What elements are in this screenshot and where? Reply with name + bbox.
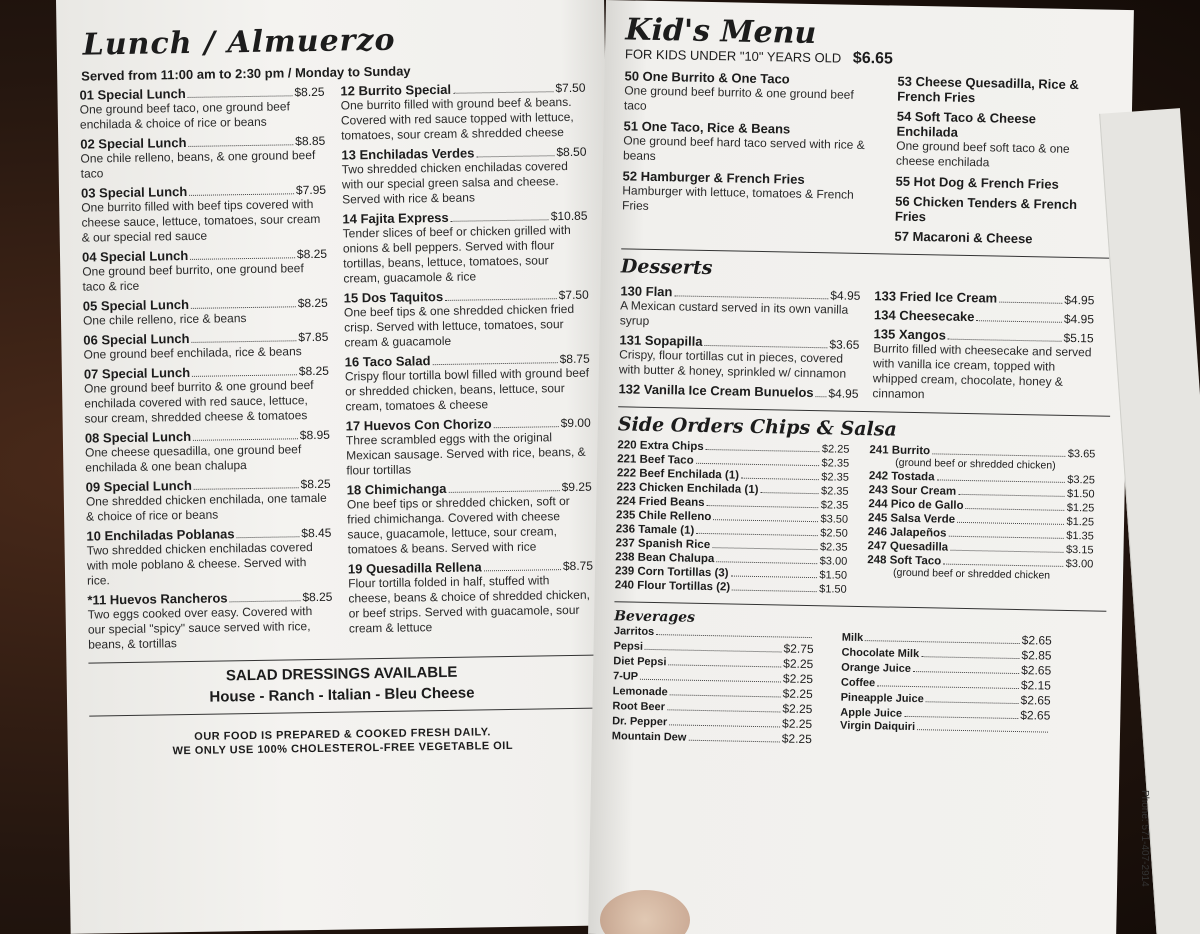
beverage-item-name: Pineapple Juice	[840, 691, 924, 706]
side-item-name: 222 Beef Enchilada (1)	[616, 467, 740, 482]
lunch-item-price: $7.50	[558, 287, 589, 303]
kids-item-description: One ground beef burrito & one ground beef taco	[623, 83, 854, 113]
beverage-item-price: $2.65	[1021, 663, 1052, 678]
leader-dots	[713, 519, 818, 522]
fresh-notice: OUR FOOD IS PREPARED & COOKED FRESH DAILY.	[194, 726, 491, 743]
lunch-item-description: One ground beef enchilada, rice & beans	[83, 344, 302, 362]
leader-dots	[194, 487, 299, 490]
lunch-item	[83, 329, 328, 363]
leader-dots	[921, 656, 1019, 659]
divider	[89, 708, 595, 717]
leader-dots	[688, 740, 779, 743]
lunch-item-price: $8.25	[298, 363, 329, 379]
kids-item	[896, 109, 1097, 173]
side-item-name: 236 Tamale (1)	[615, 523, 695, 537]
dessert-item-name: 130 Flan	[620, 283, 673, 300]
lunch-item	[341, 144, 587, 208]
beverage-item-name: Chocolate Milk	[841, 646, 920, 661]
lunch-item-description: Crispy flour tortilla bowl filled with ground beef or shredded chicken, beans, lettuce, sour cream, tomatoes & cheese	[344, 365, 590, 414]
lunch-item-name: 04 Special Lunch	[81, 247, 189, 265]
side-item-name: 240 Flour Tortillas (2)	[614, 579, 731, 594]
lunch-item-price: $8.85	[295, 133, 326, 149]
beverage-item-price: $2.85	[1021, 648, 1052, 663]
sides-title: Side Orders Chips & Salsa	[617, 413, 897, 441]
beverage-item-name: Pepsi	[613, 640, 644, 653]
sides-column-2	[867, 442, 1096, 600]
beverage-item-price: $2.65	[1020, 708, 1051, 723]
dessert-item	[874, 288, 1094, 307]
lunch-page	[56, 0, 619, 934]
side-item-price: $2.25	[821, 443, 850, 456]
lunch-item-description: Two eggs cooked over easy. Covered with our special "spicy" sauce served with rice, beans, & tortillas	[87, 604, 313, 652]
leader-dots	[670, 694, 781, 697]
beverage-item-price: $2.25	[783, 656, 814, 672]
lunch-item-price: $8.95	[299, 427, 330, 443]
leader-dots	[190, 257, 295, 260]
side-item-name: 247 Quesadilla	[867, 540, 949, 554]
leader-dots	[484, 569, 561, 571]
side-item-price: $2.35	[821, 457, 850, 470]
lunch-item-name: 07 Special Lunch	[83, 364, 191, 382]
side-item-price: $1.50	[1066, 487, 1095, 501]
leader-dots	[451, 219, 549, 222]
sides-right-list	[867, 470, 1095, 556]
leader-dots	[716, 561, 817, 564]
dessert-item-price: $5.15	[1063, 330, 1094, 346]
leader-dots	[433, 362, 558, 365]
dessert-item-price: $4.95	[1063, 311, 1095, 327]
leader-dots	[656, 634, 812, 638]
side-item-price: $1.25	[1066, 501, 1095, 515]
lunch-item-description: One burrito filled with ground beef & beans. Covered with red sauce topped with lettuce, tomatoes, sour cream & shredded cheese	[340, 94, 574, 143]
lunch-item	[87, 589, 333, 653]
desserts-title: Desserts	[620, 255, 713, 280]
kids-desserts-page	[588, 0, 1134, 934]
leader-dots	[958, 494, 1065, 497]
beverage-item-name: Lemonade	[612, 685, 668, 699]
side-item-price: $1.25	[1066, 515, 1095, 529]
leader-dots	[494, 426, 559, 428]
oil-notice: WE ONLY USE 100% CHOLESTEROL-FREE VEGETABLE OIL	[172, 739, 514, 758]
lunch-item-name: 16 Taco Salad	[344, 353, 431, 370]
lunch-item-description: Two shredded chicken enchiladas covered with mole poblano & cheese. Served with rice.	[86, 540, 313, 588]
leader-dots	[669, 724, 780, 727]
lunch-item-description: Two shredded chicken enchiladas covered with our special green salsa and cheese. Served with rice & beans	[341, 158, 568, 207]
side-name: 241 Burrito	[869, 444, 931, 458]
beverage-item-name: Diet Pepsi	[613, 655, 667, 669]
beverage-item-name: Apple Juice	[840, 706, 903, 720]
side-item-price: $3.50	[820, 513, 849, 526]
lunch-item-price: $8.25	[296, 246, 328, 262]
kids-item	[897, 74, 1098, 108]
leader-dots	[192, 340, 297, 343]
dessert-item-price: $4.95	[828, 386, 859, 401]
lunch-item-name: 08 Special Lunch	[84, 428, 192, 446]
leader-dots	[192, 374, 297, 377]
lunch-item	[342, 208, 588, 287]
kids-item-description: One ground beef soft taco & one cheese enchilada	[895, 138, 1070, 170]
side-price: $3.65	[1067, 447, 1096, 461]
kids-column-1	[621, 63, 879, 243]
lunch-item-name: 13 Enchiladas Verdes	[341, 145, 475, 163]
leader-dots	[476, 155, 554, 157]
side-name: 248 Soft Taco	[867, 554, 942, 568]
side-item-name: 244 Pico de Gallo	[868, 498, 964, 512]
lunch-item-price: $8.25	[297, 295, 328, 311]
lunch-item	[345, 351, 591, 415]
kids-item-name: 54 Soft Taco & Cheese Enchilada	[896, 108, 1037, 140]
kids-item	[622, 168, 878, 218]
kids-item	[894, 229, 1094, 248]
dessert-item-name: 133 Fried Ice Cream	[874, 288, 998, 306]
lunch-item	[86, 525, 332, 589]
leader-dots	[936, 479, 1065, 482]
salad-dressings-heading: SALAD DRESSINGS AVAILABLE	[225, 663, 458, 685]
dessert-item-name: 131 Sopapilla	[619, 332, 703, 349]
dessert-item-name: 135 Xangos	[873, 326, 947, 343]
leader-dots	[816, 396, 827, 397]
lunch-item	[344, 287, 590, 351]
leader-dots	[189, 144, 294, 147]
lunch-item	[348, 558, 594, 637]
kids-item	[624, 68, 880, 118]
dessert-item-description: A Mexican custard served in its own vanilla syrup	[619, 298, 849, 328]
beverage-item-name: Orange Juice	[841, 661, 912, 675]
lunch-item-description: One chile relleno, rice & beans	[82, 311, 247, 328]
leader-dots	[948, 536, 1064, 539]
leader-dots	[732, 590, 817, 593]
lunch-item-description: One shredded chicken enchilada, one tamale & choice of rice or beans	[85, 490, 327, 524]
lunch-item-name: 12 Burrito Special	[340, 81, 452, 99]
kids-age-note: FOR KIDS UNDER "10" YEARS OLD	[624, 46, 842, 66]
beverage-item-name: Jarritos	[613, 625, 655, 639]
lunch-item	[86, 476, 332, 525]
kids-item-name: 57 Macaroni & Cheese	[894, 228, 1033, 247]
beverage-item-price: $2.65	[1021, 633, 1052, 648]
lunch-item-description: One beef tips or shredded chicken, soft or fried chimichanga. Covered with cheese sauce, guacamole, lettuce, sour cream, tomatoes & beans. Served with rice	[346, 493, 570, 557]
side-item-price: $2.35	[820, 485, 849, 498]
side-price: $3.00	[1065, 557, 1094, 571]
lunch-item-description: One ground beef taco, one ground beef enchilada & choice of rice or beans	[79, 99, 290, 132]
lunch-title: Lunch / Almuerzo	[82, 22, 396, 63]
beverage-item-name: Root Beer	[612, 700, 666, 714]
beverage-item-price: $2.25	[782, 671, 814, 687]
dessert-item-price: $4.95	[1064, 292, 1095, 308]
leader-dots	[976, 320, 1061, 323]
beverage-item	[612, 728, 812, 746]
leader-dots	[913, 671, 1019, 674]
dessert-item-description: Crispy, flour tortillas cut in pieces, covered with butter & honey, sprinkled w/ cinnamon	[618, 347, 847, 381]
side-item-name: 221 Beef Taco	[617, 453, 694, 467]
leader-dots	[904, 716, 1018, 719]
leader-dots	[696, 533, 818, 536]
lunch-item-price: $10.85	[550, 208, 588, 224]
salad-dressings-list: House - Ranch - Italian - Bleu Cheese	[209, 684, 475, 706]
leader-dots	[917, 729, 1048, 733]
side-note: (ground beef or shredded chicken)	[895, 456, 1056, 472]
lunch-item-description: Three scrambled eggs with the original Mexican sausage. Served with rice, beans, & flour tortillas	[345, 430, 586, 478]
lunch-column-2	[340, 76, 594, 649]
lunch-item-description: One ground beef burrito, one ground beef taco & rice	[82, 261, 304, 294]
lunch-item	[346, 415, 592, 479]
leader-dots	[932, 453, 1066, 457]
kids-item	[895, 174, 1095, 193]
beverage-item-price: $2.75	[783, 641, 814, 657]
sides-column-1	[615, 437, 850, 595]
lunch-item-name: 17 Huevos Con Chorizo	[345, 416, 492, 434]
lunch-hours: Served from 11:00 am to 2:30 pm / Monday to Sunday	[81, 63, 411, 84]
dessert-item-price: $3.65	[829, 337, 860, 352]
side-item-name: 224 Fried Beans	[616, 495, 705, 509]
leader-dots	[674, 295, 828, 299]
leader-dots	[188, 95, 293, 98]
leader-dots	[943, 564, 1064, 567]
kids-item-name: 55 Hot Dog & French Fries	[895, 173, 1059, 192]
lunch-item-price: $7.85	[298, 329, 329, 345]
lunch-item-description: One chile relleno, beans, & one ground beef taco	[80, 147, 316, 181]
lunch-item-name: 01 Special Lunch	[79, 85, 186, 103]
lunch-item-name: 06 Special Lunch	[83, 330, 190, 348]
leader-dots	[453, 91, 553, 94]
leader-dots	[640, 679, 781, 683]
leader-dots	[230, 600, 301, 602]
side-item-price: $2.50	[820, 527, 848, 540]
beverage-item-price: $2.25	[782, 686, 813, 702]
side-item-name: 243 Sour Cream	[868, 484, 957, 498]
beverage-item-name: Virgin Daiquiri	[839, 719, 916, 734]
side-item-name: 237 Spanish Rice	[615, 537, 711, 552]
leader-dots	[696, 463, 820, 466]
lunch-item-price: $9.00	[560, 415, 591, 431]
leader-dots	[668, 664, 781, 667]
kids-item-name: 52 Hamburger & French Fries	[622, 168, 805, 187]
leader-dots	[865, 640, 1020, 644]
lunch-item-price: $8.25	[300, 476, 331, 492]
lunch-item-name: 10 Enchiladas Poblanas	[86, 526, 235, 544]
leader-dots	[706, 449, 820, 452]
side-item-name: 235 Chile Relleno	[615, 509, 712, 524]
lunch-item	[85, 427, 331, 476]
side-item	[615, 579, 847, 595]
leader-dots	[741, 478, 819, 481]
lunch-item-name: 09 Special Lunch	[85, 477, 192, 495]
side-item-price: $1.35	[1066, 529, 1094, 543]
lunch-item	[80, 133, 326, 182]
side-item-price: $3.00	[819, 555, 848, 568]
lunch-item-price: $8.50	[556, 144, 587, 160]
lunch-item-price: $8.25	[294, 84, 325, 100]
dessert-item-name: 134 Cheesecake	[873, 307, 975, 325]
beverage-item-name: 7-UP	[612, 670, 639, 683]
side-item-burrito	[869, 444, 1095, 472]
kids-item-description: Hamburger with lettuce, tomatoes & French Fries	[621, 183, 854, 213]
back-panel-phone: Phone: 571-407-2914	[1139, 790, 1150, 887]
leader-dots	[999, 302, 1062, 304]
lunch-item-description: One cheese quesadilla, one ground beef enchilada & one bean chalupa	[85, 442, 302, 475]
beverages-column-2	[840, 629, 1052, 751]
dessert-item-name: 132 Vanilla Ice Cream Bunuelos	[618, 381, 814, 401]
leader-dots	[193, 438, 298, 441]
dessert-item-description: Burrito filled with cheesecake and served with vanilla ice cream, topped with whipped cream, chocolate, honey & cinnamon	[872, 341, 1092, 402]
lunch-item-price: $8.25	[302, 589, 333, 605]
dessert-item	[620, 283, 861, 333]
side-item-name: 246 Jalapeños	[867, 526, 947, 540]
leader-dots	[704, 345, 827, 348]
lunch-item	[84, 363, 330, 427]
dessert-item	[618, 381, 858, 401]
lunch-item	[347, 479, 593, 558]
lunch-item-price: $7.95	[295, 182, 327, 198]
kids-price: $6.65	[852, 49, 894, 68]
side-item-soft-taco	[867, 554, 1093, 582]
lunch-item-name: 05 Special Lunch	[82, 296, 190, 314]
kids-item-name: 56 Chicken Tenders & French Fries	[894, 193, 1078, 225]
leader-dots	[731, 575, 818, 578]
lunch-item-name: 02 Special Lunch	[80, 134, 187, 152]
beverage-item-name: Coffee	[840, 676, 876, 690]
lunch-item-name: 03 Special Lunch	[80, 183, 188, 201]
side-item-price: $1.50	[819, 569, 848, 582]
kids-menu-title: Kid's Menu	[625, 12, 817, 52]
beverage-item-price: $2.25	[782, 701, 813, 717]
lunch-item-description: One ground beef burrito & one ground beef enchilada covered with red sauce, lettuce, sour cream, shredded cheese & tomatoes	[83, 378, 314, 426]
lunch-item-price: $7.50	[555, 80, 586, 96]
leader-dots	[926, 701, 1019, 704]
beverages-column-1	[612, 624, 814, 746]
dessert-item-price: $4.95	[830, 288, 861, 303]
lunch-item-price: $8.75	[559, 351, 590, 367]
kids-item-name: 50 One Burrito & One Taco	[624, 68, 790, 87]
kids-item	[623, 118, 879, 168]
beverage-item-name: Dr. Pepper	[612, 715, 668, 729]
leader-dots	[712, 547, 818, 550]
lunch-item-name: *11 Huevos Rancheros	[87, 590, 228, 608]
leader-dots	[948, 339, 1062, 342]
leader-dots	[667, 709, 780, 712]
kids-item-name: 51 One Taco, Rice & Beans	[623, 118, 791, 137]
lunch-item	[340, 80, 586, 144]
side-note: (ground beef or shredded chicken	[892, 566, 1051, 582]
side-item-price: $2.35	[820, 499, 849, 512]
leader-dots	[191, 306, 296, 309]
side-item-name: 239 Corn Tortillas (3)	[614, 565, 729, 580]
beverage-item-name: Milk	[841, 631, 864, 645]
lunch-item-description: Tender slices of beef or chicken grilled with onions & bell peppers. Served with flour tortillas, beans, lettuce, tomatoes, sour cream, guacamole & rice	[342, 222, 571, 286]
lunch-item-name: 15 Dos Taquitos	[343, 288, 444, 306]
beverage-item-name: Mountain Dew	[611, 730, 687, 744]
lunch-item-description: One beef tips & one shredded chicken fried crisp. Served with lettuce, tomatoes, sour cream & guacamole	[343, 301, 575, 350]
side-item-name: 238 Bean Chalupa	[615, 551, 715, 566]
leader-dots	[957, 522, 1064, 525]
lunch-column-1	[79, 80, 333, 653]
beverages-title: Beverages	[614, 608, 696, 626]
leader-dots	[448, 490, 559, 493]
leader-dots	[877, 685, 1019, 689]
lunch-item-name: 14 Fajita Express	[342, 209, 449, 227]
leader-dots	[445, 298, 557, 301]
side-item-name: 223 Chicken Enchilada (1)	[616, 481, 759, 497]
beverage-item-price: $2.15	[1020, 678, 1052, 693]
leader-dots	[645, 649, 782, 653]
lunch-item-name: 18 Chimichanga	[346, 480, 447, 498]
desserts-column-1	[618, 279, 860, 401]
kids-item-description: One ground beef hard taco served with rice & beans	[622, 133, 865, 163]
leader-dots	[237, 536, 300, 538]
side-item-name: 220 Extra Chips	[617, 439, 704, 453]
lunch-item-description: Flour tortilla folded in half, stuffed with cheese, beans & choice of shredded chicken, or beef strips. Served with guacamole, sour cream & lettuce	[348, 573, 591, 636]
side-item-price: $3.15	[1065, 543, 1094, 557]
kids-column-2	[894, 69, 1097, 248]
beverage-item-price: $2.25	[781, 716, 813, 732]
beverage-item-price: $2.65	[1020, 693, 1051, 708]
lunch-item-name: 19 Quesadilla Rellena	[347, 559, 482, 577]
leader-dots	[950, 550, 1064, 553]
leader-dots	[707, 505, 819, 508]
lunch-item	[83, 295, 328, 329]
dessert-item	[872, 326, 1093, 405]
kids-item	[895, 194, 1096, 228]
desserts-column-2	[872, 284, 1094, 405]
beverage-item-price: $2.25	[781, 731, 812, 747]
side-item-name: 242 Tostada	[868, 470, 935, 484]
dessert-item	[874, 307, 1094, 326]
leader-dots	[189, 193, 294, 196]
side-item-name: 245 Salsa Verde	[867, 512, 956, 526]
lunch-item	[81, 182, 327, 246]
side-item-price: $1.50	[819, 583, 847, 596]
lunch-item	[79, 84, 325, 133]
lunch-item-price: $8.75	[562, 558, 594, 574]
lunch-item-description: One burrito filled with beef tips covered with cheese sauce, lettuce, tomatoes, sour cream & our special red sauce	[81, 196, 321, 245]
side-item-price: $2.35	[819, 541, 848, 554]
lunch-item-price: $9.25	[561, 479, 592, 495]
side-item-price: $2.35	[821, 471, 849, 484]
lunch-item-price: $8.45	[301, 525, 332, 541]
lunch-item	[82, 246, 328, 295]
kids-item-name: 53 Cheese Quesadilla, Rice & French Fries	[897, 73, 1079, 106]
leader-dots	[760, 492, 819, 494]
leader-dots	[966, 508, 1065, 511]
side-item-price: $3.25	[1067, 473, 1095, 487]
dessert-item	[619, 332, 860, 382]
